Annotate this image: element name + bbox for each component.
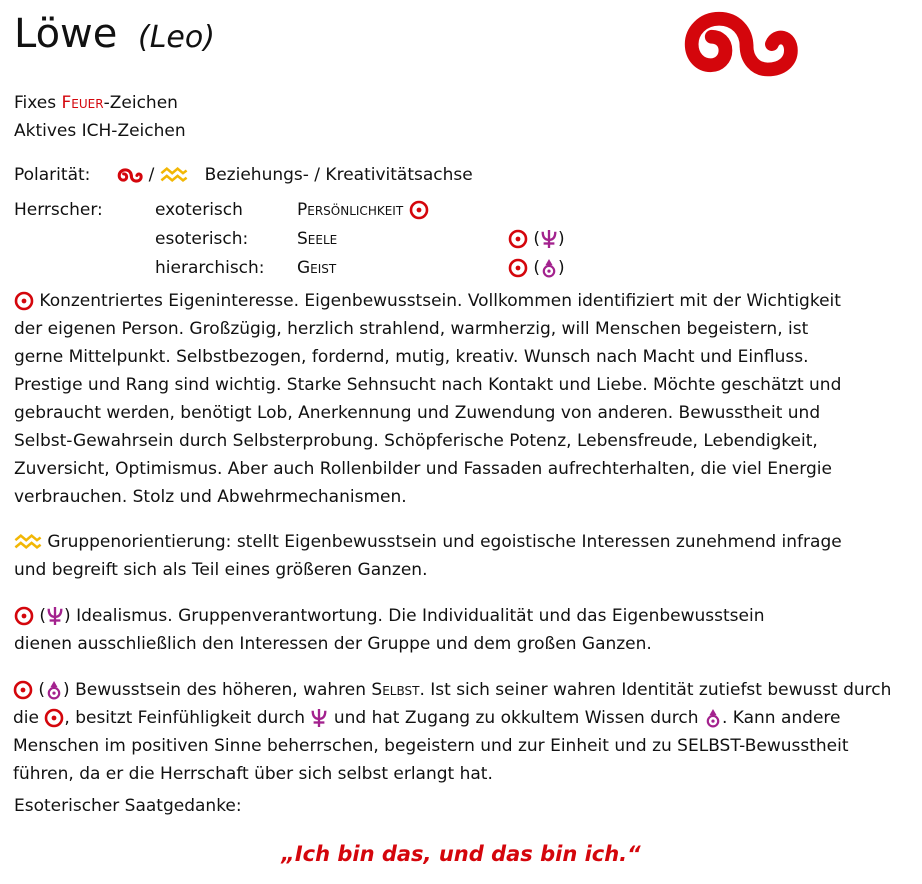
pluto-paragraph — [14, 602, 794, 658]
seed-label: Esoterischer Saatgedanke: — [14, 796, 242, 816]
seed-quote: „Ich bin das, und das bin ich.“ — [281, 842, 641, 866]
vulcan-icon — [540, 254, 558, 282]
paren-close: ) — [63, 680, 70, 700]
vulcan-text-d: und hat Zugang zu okkultem Wissen durch — [328, 708, 704, 728]
paren-open: ( — [533, 258, 541, 278]
aquarius-icon — [14, 528, 42, 556]
page-subtitle: (Leo) — [138, 20, 215, 55]
polarity-label: Polarität: — [14, 165, 91, 185]
rulers-label: Herrscher: — [14, 200, 103, 220]
polarity-separator: / — [148, 165, 155, 185]
ruler-aspect-label: Persönlichkeit — [297, 200, 404, 220]
sun-icon — [14, 602, 34, 630]
sun-icon — [13, 676, 33, 704]
pluto-icon — [310, 704, 328, 732]
vulcan-icon — [45, 676, 63, 704]
ruler-aspect-spirit: Geist — [297, 258, 337, 278]
vulcan-text-selbst: Selbst — [371, 680, 420, 700]
sun-icon — [409, 196, 429, 224]
ruler-aspect-personality — [297, 196, 429, 224]
element-fire: Feuer — [61, 93, 104, 113]
sun-paragraph — [14, 287, 859, 511]
sun-paragraph-text: Konzentriertes Eigeninteresse. Eigenbewusstsein. Vollkommen identifiziert mit der Wichtigkeit der eigenen Person. Großzügig, herzlich strahlend, warmherzig, will Menschen begeistern, ist gerne Mittelpunkt. Selbstbezogen, fordernd, mutig, kreativ. Wunsch nach Macht und Einfluss. Prestige und Rang sind wichtig. Starke Sehnsucht nach Kontakt und Liebe. Möchte geschätzt und gebraucht werden, benötigt Lob, Anerkennung und Zuwendung von anderen. Bewusstheit und Selbst-Gewahrsein durch Selbsterprobung. Schöpferische Potenz, Lebensfreude, Lebendigkeit, Zuversicht, Optimismus. Aber auch Rollenbilder und Fassaden aufrechterhalten, die viel Energie verbrauchen. Stolz und Abwehrmechanismen. — [14, 291, 842, 507]
ruler-hierarchical-symbols — [508, 254, 565, 282]
ruler-type-esoteric: esoterisch: — [155, 229, 249, 249]
sun-icon — [508, 225, 528, 253]
modality-suffix: -Zeichen — [103, 93, 178, 113]
ruler-type-exoteric: exoterisch — [155, 200, 243, 220]
sign-modality — [14, 89, 178, 117]
pluto-paragraph-text: Idealismus. Gruppenverantwortung. Die Individualität und das Eigenbewusstsein dienen ausschließlich den Interessen der Gruppe und dem großen Ganzen. — [14, 606, 765, 654]
vulcan-text-b: . Ist sich seiner wahren Identität zutiefst bewusst durch die — [13, 680, 892, 728]
pluto-icon — [540, 225, 558, 253]
paren-close: ) — [558, 258, 565, 278]
ruler-aspect-soul: Seele — [297, 229, 338, 249]
paren-open: ( — [533, 229, 541, 249]
sun-icon — [508, 254, 528, 282]
sign-type: Aktives ICH-Zeichen — [14, 121, 186, 141]
aquarius-paragraph — [14, 528, 844, 584]
modality-prefix: Fixes — [14, 93, 62, 113]
paren-close: ) — [64, 606, 71, 626]
polarity-row — [14, 161, 473, 189]
vulcan-paragraph — [13, 676, 913, 788]
sun-icon — [44, 704, 64, 732]
aquarius-paragraph-text: Gruppenorientierung: stellt Eigenbewusstsein und egoistische Interessen zunehmend infrage und begreift sich als Teil eines größeren Ganzen. — [14, 532, 842, 580]
vulcan-text-a: Bewusstsein des höheren, wahren — [75, 680, 372, 700]
leo-icon — [672, 4, 800, 85]
pluto-icon — [46, 602, 64, 630]
vulcan-text-e: . Kann andere Menschen im positiven Sinne beherrschen, begeistern und zur Einheit und zu SELBST-Bewusstheit führen, da er die Herrschaft über sich selbst erlangt hat. — [13, 708, 849, 784]
leo-icon — [115, 161, 143, 189]
aquarius-icon — [160, 161, 188, 189]
sun-icon — [14, 287, 34, 315]
vulcan-icon — [704, 704, 722, 732]
page-title: Löwe — [14, 11, 118, 57]
ruler-esoteric-symbols — [508, 225, 565, 253]
paren-open: ( — [39, 606, 47, 626]
polarity-axis: Beziehungs- / Kreativitätsachse — [204, 165, 473, 185]
vulcan-text-c: , besitzt Feinfühligkeit durch — [64, 708, 311, 728]
ruler-type-hierarchical: hierarchisch: — [155, 258, 265, 278]
paren-open: ( — [38, 680, 46, 700]
paren-close: ) — [558, 229, 565, 249]
